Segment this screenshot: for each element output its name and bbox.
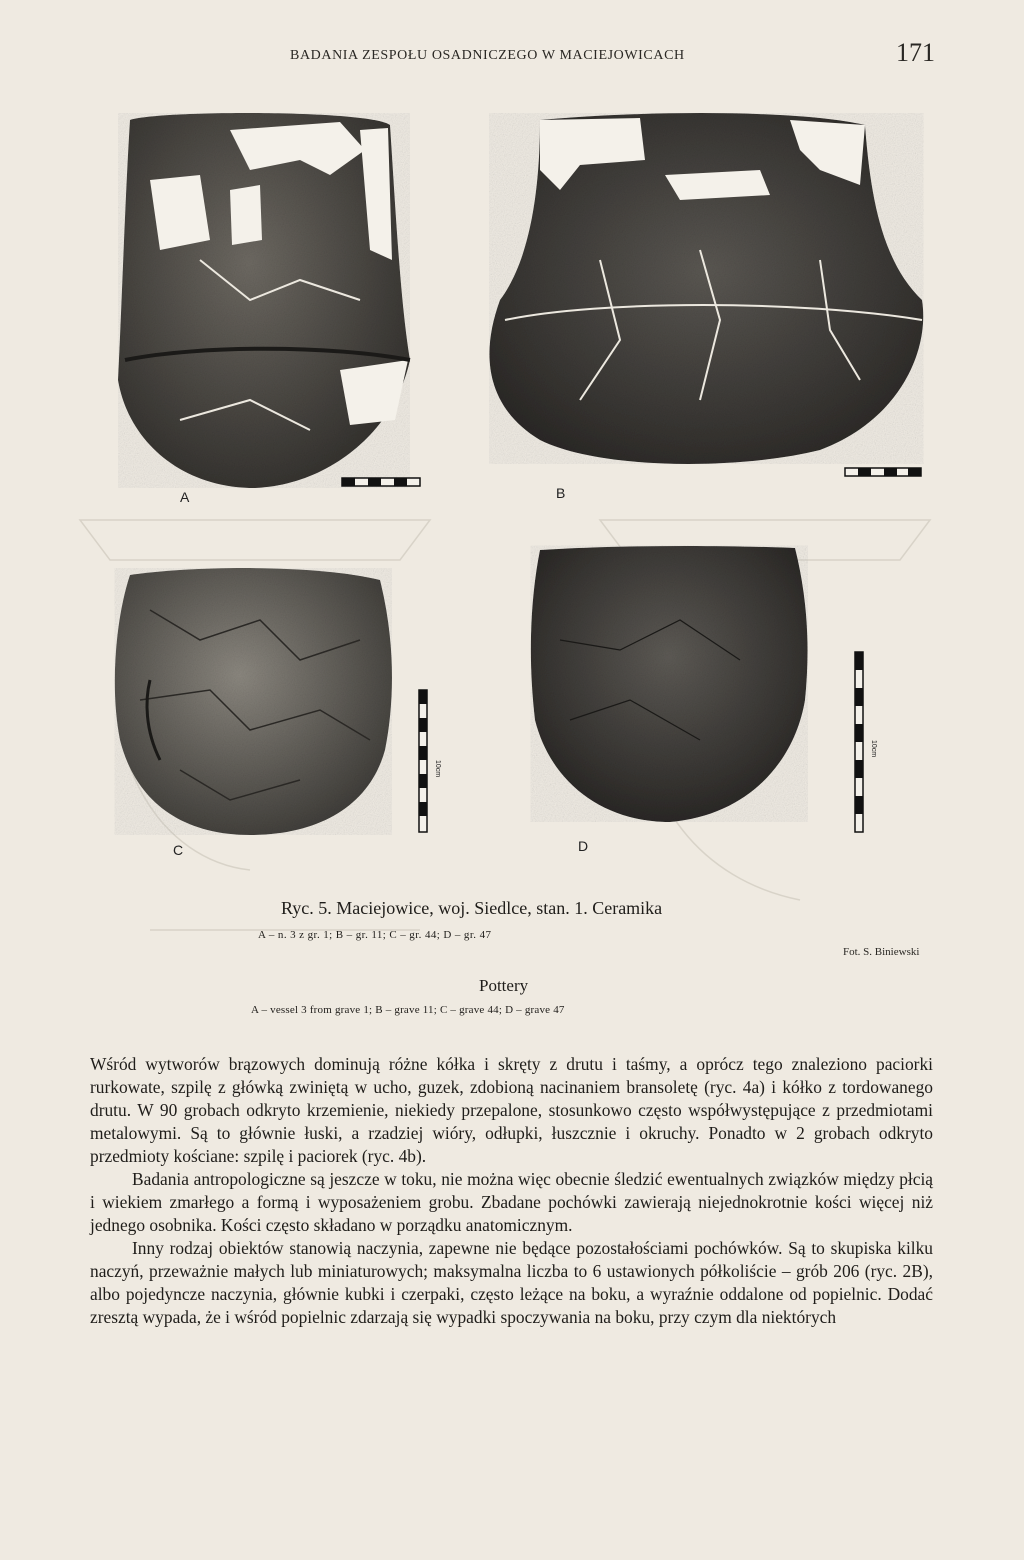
body-text [90,1053,933,1329]
figure-caption-en-title: Pottery [479,976,529,995]
figure-caption-pl-title: Ryc. 5. Maciejowice, woj. Siedlce, stan. 1. Ceramika [281,898,663,918]
page-number: 171 [896,38,935,67]
vessel-a-photo [118,113,410,488]
paragraph: Inny rodzaj obiektów stanowią naczynia, zapewne nie będące pozostałościami pochówków. Są to skupiska kilku naczyń, przeważnie małych lub miniaturowych; maksymalna liczba to 6 ustawionych półkoliście – grób 206 (ryc. 2B), albo pojedyncze naczynia, głównie kubki i czerpaki, często leżące na boku, a wyraźnie oddalone od popielnic. Dodać zresztą wypada, że i wśród popielnic zdarzają się wypadki spoczywania na boku, przy czym dla niektórych [90,1238,933,1327]
panel-label-c: C [173,842,184,858]
scale-bar-d [855,652,863,832]
scale-bar-d-label: 10cm [870,740,877,758]
scale-bar-c [419,690,427,832]
scale-bar-a [342,478,420,486]
figure-caption-en-sub: A – vessel 3 from grave 1; B – grave 11; C – grave 44; D – grave 47 [251,1004,565,1016]
photo-credit: Fot. S. Biniewski [843,946,920,958]
figure-caption-pl-sub: A – n. 3 z gr. 1; B – gr. 11; C – gr. 44; D – gr. 47 [258,929,492,941]
panel-label-b: B [556,485,566,501]
vessel-d-photo [531,546,808,822]
vessel-c-photo [115,568,392,835]
scale-bar-c-label: 10cm [434,760,441,778]
panel-label-a: A [180,489,190,505]
panel-label-d: D [578,838,589,854]
paragraph: Wśród wytworów brązowych dominują różne kółka i skręty z drutu i taśmy, a oprócz tego znaleziono paciorki rurkowate, szpilę z główką zwiniętą w ucho, guzek, zdobioną nacinaniem bransoletę (ryc. 4a) i kółko z tordowanego drutu. W 90 grobach odkryto krzemienie, niekiedy przepalone, stosunkowo często współwystępujące z przedmiotami metalowymi. Są to głównie łuski, a rzadziej wióry, odłupki, łuszcznie i okruchy. Ponadto w 2 grobach odkryto przedmioty kościane: szpilę i paciorek (ryc. 4b). [90,1054,933,1166]
paragraph: Badania antropologiczne są jeszcze w toku, nie można więc obecnie śledzić ewentualnych związków między płcią i wiekiem zmarłego a formą i wyposażeniem grobu. Zbadane pochówki zawierają niejednokrotnie kości więcej niż jednego osobnika. Kości często składano w porządku anatomicznym. [90,1169,933,1235]
scale-bar-b [845,468,921,476]
vessel-b-photo [489,113,923,464]
running-title: BADANIA ZESPOŁU OSADNICZEGO W MACIEJOWICACH [290,48,685,63]
